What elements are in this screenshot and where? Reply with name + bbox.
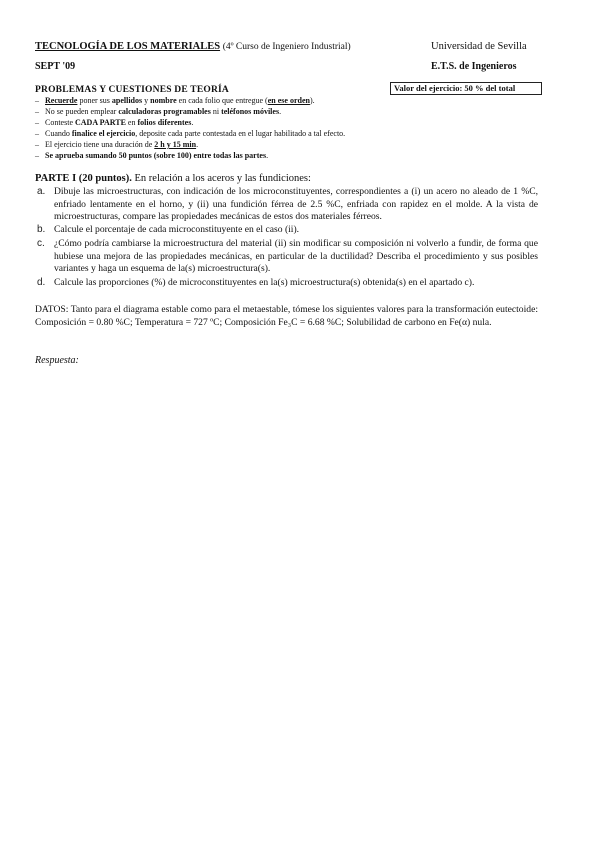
question-b — [37, 224, 538, 237]
question-a — [37, 186, 538, 224]
rule-text-segment: finalice el ejercicio — [71, 129, 136, 138]
rule-text-segment: nombre — [150, 96, 177, 105]
question-text: ¿Cómo podría cambiarse la microestructura del material (ii) sin modificar su composición ni volverlo a fundir, de forma que hubiese una mejora de las propiedades mecánicas, en particular de la ductilidad? Describa el procedimiento y sus posibles variantes y haga un esquema de la(s) microestructura(s). — [54, 238, 538, 274]
question-text: Dibuje las microestructuras, con indicación de los microconstituyentes, correspondientes a (i) un acero no aleado de 1 %C, enfriado lentamente en el horno, y (ii) una fundición férrea de 2.5 %C, enfriada con rapidez en el molde. A la vista de microestructuras, compare las propiedades mecánicas de estos dos materiales férreos. — [54, 186, 538, 222]
question-c — [37, 238, 538, 276]
rule-text-segment: ni — [210, 107, 222, 116]
rule-text-segment: en ese orden — [267, 96, 310, 105]
rule-text-segment: No se pueden emplear — [45, 107, 119, 116]
datos-paragraph: DATOS: Tanto para el diagrama estable como para el metaestable, tómese los siguientes valores para la transformación eutectoide: Composición = 0.80 %C; Temperatura = 727 ºC; Composición Fe₃C = 6.68 %C; Solubilidad de carbono en Fe(α) nula. — [35, 304, 538, 328]
exam-rule-item — [35, 150, 268, 161]
rule-text-segment: 2 h y 15 min — [154, 140, 197, 149]
parte-heading — [35, 172, 311, 185]
rule-text-segment: ). — [309, 96, 315, 105]
parte-label: PARTE I (20 puntos). — [35, 173, 132, 184]
rule-bullet: – — [35, 107, 39, 116]
exam-rule-item — [35, 95, 315, 106]
rule-text-segment: , deposite cada parte contestada en el lugar habilitado a tal efecto. — [135, 129, 346, 138]
rule-text-segment: El ejercicio tiene una duración de — [45, 140, 155, 149]
exercise-value-box: Valor del ejercicio: 50 % del total — [390, 82, 542, 95]
rule-text-segment: Cuando — [45, 129, 72, 138]
rule-bullet: – — [35, 118, 39, 127]
rule-text-segment: . — [191, 118, 194, 127]
question-d — [37, 277, 538, 290]
rule-text-segment: folios diferentes — [137, 118, 192, 127]
exam-rule-item — [35, 106, 281, 117]
question-text: Calcule el porcentaje de cada microconstituyente en el caso (ii). — [54, 224, 300, 235]
question-letter: a. — [37, 186, 46, 197]
rule-text-segment: Recuerde — [45, 96, 78, 105]
question-letter: b. — [37, 224, 46, 235]
rule-text-segment: apellidos — [111, 96, 143, 105]
rule-bullet: – — [35, 96, 39, 105]
question-letter: d. — [37, 277, 46, 288]
respuesta-label: Respuesta: — [35, 355, 79, 366]
rule-bullet: – — [35, 151, 39, 160]
rule-text-segment: teléfonos móviles — [221, 107, 280, 116]
rule-text-segment: . — [279, 107, 282, 116]
rule-text-segment: y — [142, 96, 151, 105]
section-heading: PROBLEMAS Y CUESTIONES DE TEORÍA — [35, 85, 229, 95]
rule-bullet: – — [35, 129, 39, 138]
course-title: TECNOLOGÍA DE LOS MATERIALES — [35, 41, 221, 52]
rule-text-segment: Conteste — [45, 118, 75, 127]
rule-text-segment: en — [125, 118, 138, 127]
rule-text-segment: . — [196, 140, 199, 149]
exam-rule-item — [35, 128, 345, 139]
question-letter: c. — [37, 238, 45, 249]
rule-text-segment: calculadoras programables — [118, 107, 211, 116]
school-name: E.T.S. de Ingenieros — [431, 61, 517, 72]
parte-intro: En relación a los aceros y las fundiciones: — [131, 173, 311, 184]
question-text: Calcule las proporciones (%) de microconstituyentes en la(s) microestructura(s) obtenida(s) en el apartado c). — [54, 277, 475, 288]
rule-bullet: – — [35, 140, 39, 149]
rule-text-segment: Se aprueba sumando 50 puntos (sobre 100) entre todas las partes — [45, 151, 267, 160]
exam-rule-item — [35, 139, 198, 150]
rule-text-segment: CADA PARTE — [75, 118, 126, 127]
university-name: Universidad de Sevilla — [431, 41, 527, 52]
rule-text-segment: poner sus — [77, 96, 112, 105]
exam-rule-item — [35, 117, 193, 128]
rule-text-segment: . — [266, 151, 269, 160]
course-subtitle: (4º Curso de Ingeniero Industrial) — [222, 42, 351, 52]
rule-text-segment: en cada folio que entregue ( — [176, 96, 268, 105]
course-title-line — [35, 40, 351, 54]
exam-session: SEPT '09 — [35, 61, 76, 72]
